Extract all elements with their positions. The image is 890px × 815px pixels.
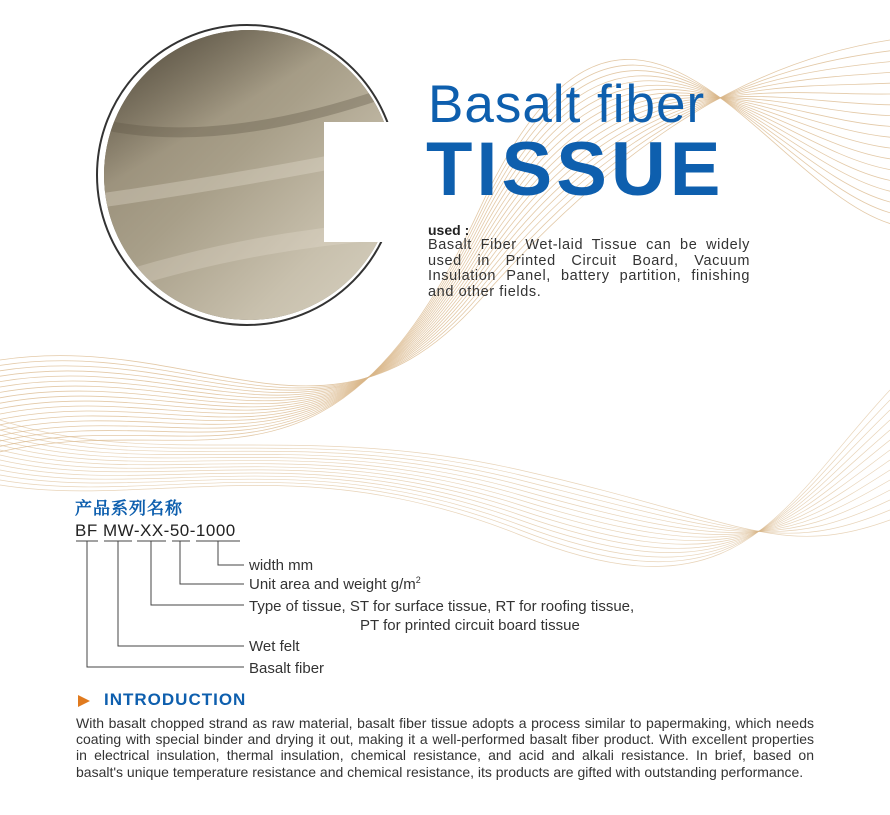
naming-title: 产品系列名称 — [75, 499, 183, 518]
product-subtitle: TISSUE — [426, 127, 725, 212]
legend-type: Type of tissue, ST for surface tissue, RT for roofing tissue, — [249, 598, 635, 615]
legend-weight — [249, 576, 421, 593]
intro-arrow-icon — [78, 695, 90, 707]
intro-text: With basalt chopped strand as raw material, basalt fiber tissue adopts a process similar to papermaking, which needs coating with special binder and drying it out, making it a well-performed basalt fiber product. With excellent properties in electrical insulation, thermal insulation, chemical resistance, and acid and alkali resistance. In brief, based on basalt's unique temperature resistance and chemical resistance, its products are gifted with outstanding performance. — [76, 715, 814, 780]
usage-text: Basalt Fiber Wet-laid Tissue can be widely used in Printed Circuit Board, Vacuum Insulation Panel, battery partition, finishing and other fields. — [428, 237, 750, 300]
intro-heading: INTRODUCTION — [104, 690, 247, 709]
legend-type-cont: PT for printed circuit board tissue — [360, 617, 580, 634]
legend-width: width mm — [249, 557, 314, 574]
legend-weight-sup: 2 — [415, 575, 421, 585]
legend-weight-text: Unit area and weight g/m — [249, 576, 416, 593]
usage-label: used : — [428, 222, 470, 238]
product-code: BF MW-XX-50-1000 — [75, 521, 236, 540]
legend-wet-felt: Wet felt — [249, 638, 300, 655]
legend-basalt: Basalt fiber — [249, 660, 325, 677]
product-title: Basalt fiber — [428, 75, 706, 134]
